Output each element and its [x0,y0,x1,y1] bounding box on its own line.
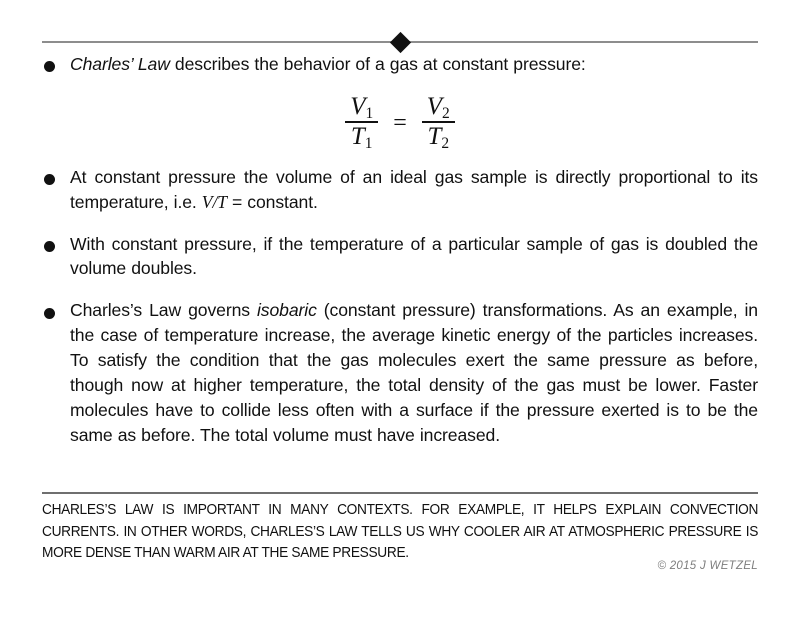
var-v2: V [426,92,443,120]
sub-t2: 2 [441,134,450,152]
var-t1: T [350,123,365,151]
fraction-left-numerator [345,94,378,122]
bullet-isobaric-transformations [42,298,758,448]
bullet-dot-icon [44,61,55,72]
bullet-text: With constant pressure, if the temperature of a particular sample of gas is doubled the volume doubles. [70,233,758,279]
footer [42,500,759,572]
var-v1: V [350,92,366,120]
sub-v2: 2 [442,104,450,122]
bullet-rest: describes the behavior of a gas at constant pressure: [169,54,586,74]
inline-italic-isobaric: isobaric [256,300,317,321]
fraction-right-numerator [422,94,455,122]
bullet-part1: At constant pressure the volume of an ideal gas sample is directly proportional to its temperature, i.e. [70,166,758,212]
bullet-text [70,52,758,77]
bullet-dot-icon [44,241,55,252]
fraction-left-denominator [346,123,378,151]
bullet-part1: Charles’s Law governs [70,300,257,321]
bullet-charles-law-definition [42,52,758,77]
bullet-lead-italic: Charles’ Law [70,54,170,74]
bullet-dot-icon [44,308,55,319]
footer-note: CHARLES’S LAW IS IMPORTANT IN MANY CONTEXTS. FOR EXAMPLE, IT HELPS EXPLAIN CONVECTION CURRENTS. IN OTHER WORDS, CHARLES’S LAW TELLS US WHY COOLER AIR AT ATMOSPHERIC PRESSURE IS MORE DENSE THAN WARM AIR AT THE SAME PRESSURE. [42,502,759,562]
fraction-left [345,94,378,151]
charles-law-equation [42,94,758,151]
copyright-text: © 2015 J WETZEL [657,560,758,572]
bullet-doubled-volume-doubles [42,232,758,282]
var-t2: T [427,123,442,151]
bullet-constant-pressure-proportional [42,165,758,215]
bullet-part2: (constant pressure) transformations. As an example, in the case of temperature increase, the average kinetic energy of the particles increases. To satisfy the condition that the gas molecules exert the same pressure as before, though now at higher temperature, the total density of the gas must be lower. Faster molecules have to collide less often with a surface if the pressure exerted is to be the same as before. The total volume must have increased. [70,300,758,446]
sub-v1: 1 [365,104,374,122]
equals-sign: = [393,109,407,136]
bullet-text [70,298,758,448]
bullet-part2: = constant. [226,191,318,212]
top-divider [42,41,758,43]
fraction-right [422,94,455,151]
bullet-dot-icon [44,174,55,185]
bullet-list [42,52,758,448]
fraction-right-denominator [422,123,454,151]
bullet-text [70,165,758,215]
footer-divider [42,492,758,494]
diamond-icon [389,31,410,52]
inline-math-vt: V/T [201,191,227,212]
sub-t1: 1 [364,134,373,152]
